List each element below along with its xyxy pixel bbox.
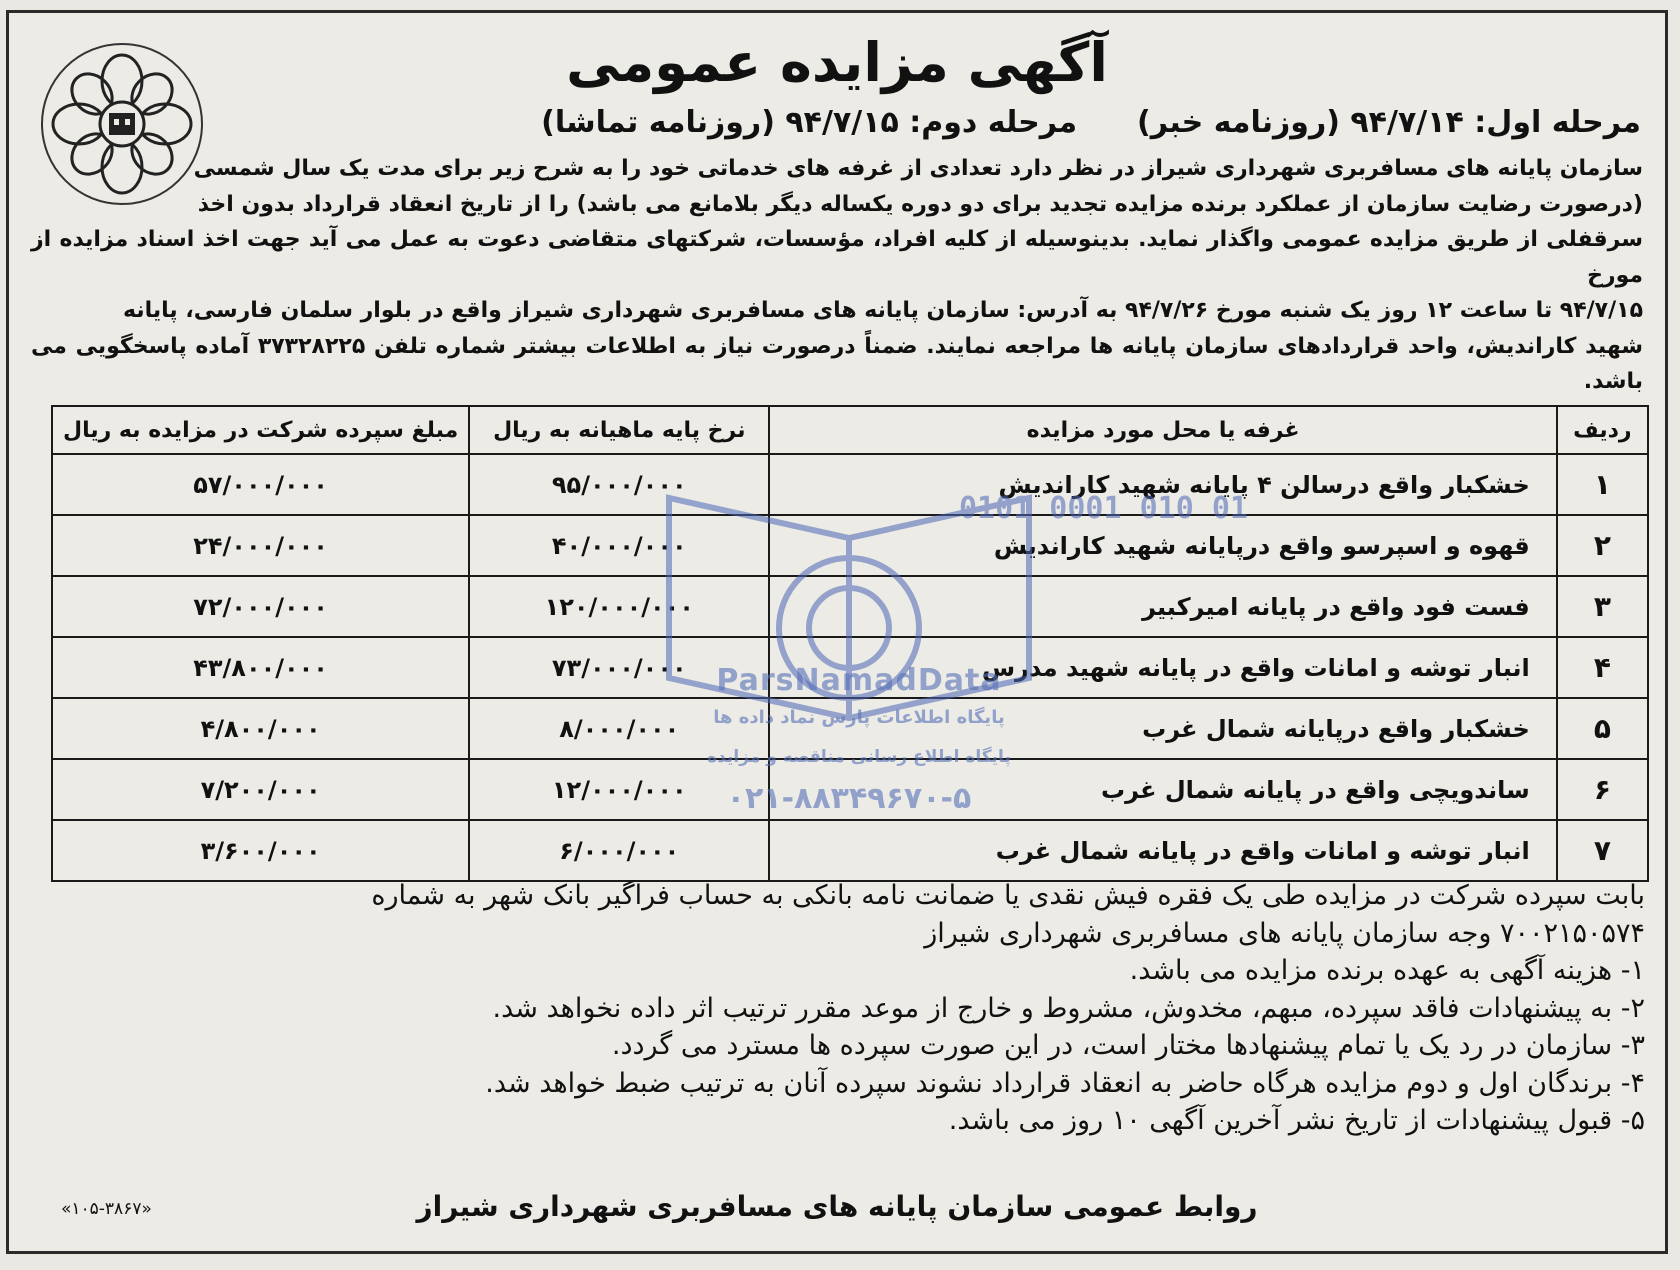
term-item: ۵- قبول پیشنهادات از تاریخ نشر آخرین آگهی ۱۰ روز می باشد. [948, 1105, 1645, 1136]
term-item: ۱- هزینه آگهی به عهده برنده مزایده می باشد. [1129, 955, 1645, 986]
terms-intro-line: ۷۰۰۲۱۵۰۵۷۴ وجه سازمان پایانه های مسافربری شهرداری شیراز [924, 917, 1645, 949]
intro-line: سازمان پایانه های مسافربری شهرداری شیراز در نظر دارد تعدادی از غرفه های خدماتی خود را به شرح زیر برای مدت یک سال شمسی [193, 156, 1643, 181]
row-place: انبار توشه و امانات واقع در پایانه شهید مدرس [769, 637, 1556, 698]
publication-stages [229, 105, 1641, 140]
row-base-rate: ۱۲۰/۰۰۰/۰۰۰ [469, 576, 769, 637]
watermark-phone: ۰۲۱-۸۸۳۴۹۶۷۰-۵ [726, 781, 972, 816]
row-deposit: ۵۷/۰۰۰/۰۰۰ [52, 454, 469, 515]
row-place: ساندویچی واقع در پایانه شمال غرب [769, 759, 1556, 820]
row-place: قهوه و اسپرسو واقع درپایانه شهید کاراندیش [769, 515, 1556, 576]
footer-signature: روابط عمومی سازمان پایانه های مسافربری شهرداری شیراز [416, 1190, 1258, 1223]
row-number: ۳ [1557, 576, 1648, 637]
watermark-subtitle: پایگاه اطلاعات پارس نماد داده ها [713, 707, 1005, 728]
intro-line: ۹۴/۷/۱۵ تا ساعت ۱۲ روز یک شنبه مورخ ۹۴/۷/۲۶ به آدرس: سازمان پایانه های مسافربری شهرداری شیراز واقع در بلوار سلمان فارسی، پایانه [123, 298, 1643, 323]
row-deposit: ۷/۲۰۰/۰۰۰ [52, 759, 469, 820]
header-row-number: ردیف [1557, 406, 1648, 454]
row-number: ۵ [1557, 698, 1648, 759]
row-base-rate: ۶/۰۰۰/۰۰۰ [469, 820, 769, 881]
table-row [52, 515, 1648, 576]
row-number: ۴ [1557, 637, 1648, 698]
ad-code: «۱۰۵-۳۸۶۷» [61, 1199, 152, 1219]
watermark-subtitle-2: پایگاه اطلاع رسانی مناقصه و مزایده [707, 747, 1011, 767]
row-number: ۲ [1557, 515, 1648, 576]
row-deposit: ۲۴/۰۰۰/۰۰۰ [52, 515, 469, 576]
row-place: خشکبار واقع درپایانه شمال غرب [769, 698, 1556, 759]
row-base-rate: ۴۰/۰۰۰/۰۰۰ [469, 515, 769, 576]
row-place: فست فود واقع در پایانه امیرکبیر [769, 576, 1556, 637]
header-deposit: مبلغ سپرده شرکت در مزایده به ریال [52, 406, 469, 454]
row-base-rate: ۷۳/۰۰۰/۰۰۰ [469, 637, 769, 698]
terms-intro-line: بابت سپرده شرکت در مزایده طی یک فقره فیش نقدی یا ضمانت نامه بانکی به حساب فراگیر بانک شهر به شماره [371, 880, 1645, 911]
row-base-rate: ۸/۰۰۰/۰۰۰ [469, 698, 769, 759]
table-row [52, 454, 1648, 515]
intro-line: شهید کاراندیش، واحد قراردادهای سازمان پایانه ها مراجعه نمایند. ضمناً درصورت نیاز به اطلاعات بیشتر شماره تلفن ۳۷۳۲۸۲۲۵ آماده پاسخگویی می باشد. [31, 333, 1643, 394]
watermark-brand: ParsNamadData [716, 663, 1002, 698]
row-number: ۶ [1557, 759, 1648, 820]
watermark-digits: 0101 0001 010 01 [959, 491, 1248, 526]
row-deposit: ۴/۸۰۰/۰۰۰ [52, 698, 469, 759]
term-item: ۴- برندگان اول و دوم مزایده هرگاه حاضر به انعقاد قرارداد نشوند سپرده آنان به ترتیب ضبط خواهد شد. [485, 1067, 1645, 1099]
row-deposit: ۷۲/۰۰۰/۰۰۰ [52, 576, 469, 637]
term-item: ۳- سازمان در رد یک یا تمام پیشنهادها مختار است، در این صورت سپرده ها مسترد می گردد. [611, 1030, 1645, 1061]
first-stage: مرحله اول: ۹۴/۷/۱۴ (روزنامه خبر) [1137, 105, 1641, 140]
intro-line: سرقفلی از طریق مزایده عمومی واگذار نماید. بدینوسیله از کلیه افراد، مؤسسات، شرکتهای متقاضی دعوت به عمل می آید جهت اخذ اسناد مزایده از مورخ [31, 227, 1643, 288]
row-deposit: ۴۳/۸۰۰/۰۰۰ [52, 637, 469, 698]
row-deposit: ۳/۶۰۰/۰۰۰ [52, 820, 469, 881]
header-place: غرفه یا محل مورد مزایده [769, 406, 1556, 454]
ad-title: آگهی مزایده عمومی [566, 31, 1108, 94]
row-number: ۱ [1557, 454, 1648, 515]
ad-frame [6, 10, 1668, 1254]
table-row [52, 820, 1648, 881]
row-base-rate: ۹۵/۰۰۰/۰۰۰ [469, 454, 769, 515]
second-stage: مرحله دوم: ۹۴/۷/۱۵ (روزنامه تماشا) [541, 105, 1078, 140]
table-row [52, 576, 1648, 637]
row-number: ۷ [1557, 820, 1648, 881]
term-item: ۲- به پیشنهادات فاقد سپرده، مبهم، مخدوش، مشروط و خارج از موعد مقرر ترتیب اثر داده نخواهد شد. [492, 992, 1645, 1024]
terms-section [29, 877, 1645, 1140]
row-place: خشکبار واقع درسالن ۴ پایانه شهید کاراندیش [769, 454, 1556, 515]
intro-paragraph [31, 151, 1643, 400]
row-place: انبار توشه و امانات واقع در پایانه شمال غرب [769, 820, 1556, 881]
intro-line: (درصورت رضایت سازمان از عملکرد برنده مزایده تجدید برای دو دوره یکساله دیگر بلامانع می باشد) را از تاریخ انعقاد قرارداد بدون اخذ [197, 191, 1643, 217]
header-base-rate: نرخ پایه ماهیانه به ریال [469, 406, 769, 454]
table-header-row [52, 406, 1648, 454]
row-base-rate: ۱۲/۰۰۰/۰۰۰ [469, 759, 769, 820]
